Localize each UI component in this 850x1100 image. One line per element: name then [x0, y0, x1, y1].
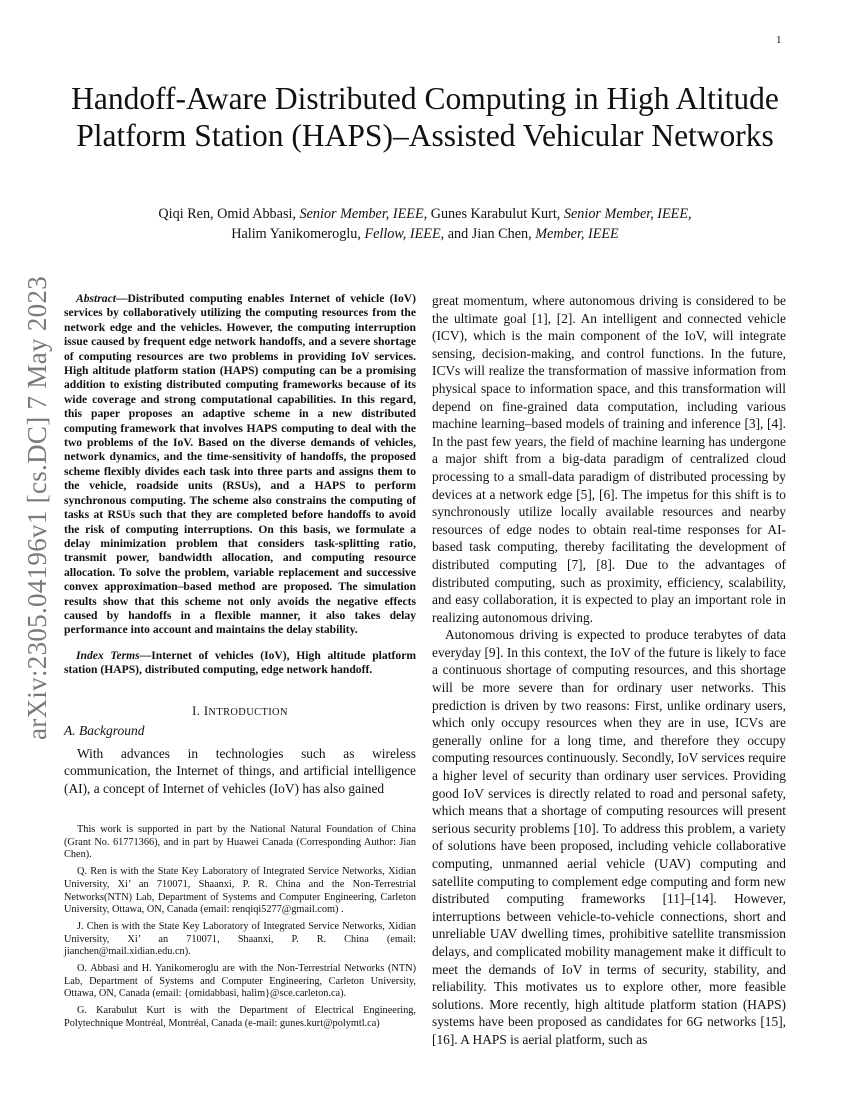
index-terms-label: Index Terms — [76, 648, 140, 662]
body-paragraph: great momentum, where autonomous driving is considered to be the ultimate goal [1], [2]. An intelligent and connected vehicle (ICV), which is the main component of the IoV, will integrate sensing, decision-making, and control functions. In the future, ICVs will realize the transformation of massive information from physical space to information space, and this transformation will depend on fine-grained data computation, including various machine learning–based models of training and inference [3], [4]. In the past few years, the field of machine learning has undergone a major shift from a big-data paradigm of centralized cloud processing to a small-data paradigm of distributed processing by devices at a network edge [5], [6]. The impetus for this shift is to synchronously utilize locally available resources and nearby resources of edge nodes to obtain real-time responses for AI-based task computing, thereby facilitating the development of distributed computing [7], [8]. Due to the advantages of distributed computing, such as proximity, efficiency, scalability, and easy collaboration, it is expected to play an important role in realizing autonomous driving. — [432, 293, 786, 625]
abstract — [64, 292, 416, 638]
author-line: Halim Yanikomeroglu, Fellow, IEEE, and Jian Chen, Member, IEEE — [231, 226, 619, 242]
subsection-heading: A. Background — [64, 722, 145, 738]
paper-title: Handoff-Aware Distributed Computing in High Altitude Platform Station (HAPS)–Assisted Vehicular Networks — [71, 81, 779, 153]
footnotes — [64, 824, 416, 1035]
footnote: G. Karabulut Kurt is with the Department of Electrical Engineering, Polytechnique Montréal, Montréal, Canada (e-mail: gunes.kurt@polymtl.ca) — [64, 1005, 416, 1029]
right-column — [432, 292, 786, 1049]
footnote: Q. Ren is with the State Key Laboratory of Integrated Service Networks, Xidian University, Xi’ an 710071, Shaanxi, P. R. China and the Non-Terrestrial Networks(NTN) Lab, Department of Systems and Computer Engineering, Carleton University, Ottawa, ON, Canada (email: renqiqi5277@gmail.com) . — [64, 866, 416, 916]
body-paragraph: With advances in technologies such as wireless communication, the Internet of things, and artificial intelligence (AI), a concept of Internet of vehicles (IoV) has also gained — [64, 745, 416, 796]
left-column — [64, 292, 416, 797]
footnote: This work is supported in part by the National Natural Foundation of China (Grant No. 61771366), and in part by Huawei Canada (Corresponding Author: Jian Chen). — [64, 824, 416, 861]
footnote: O. Abbasi and H. Yanikomeroglu are with the Non-Terrestrial Networks (NTN) Lab, Department of Systems and Computer Engineering, Carleton University, Ottawa, ON, Canada (email: {omidabbasi, halim}@sce.carleton.ca). — [64, 963, 416, 1000]
body-paragraph: Autonomous driving is expected to produce terabytes of data everyday [9]. In this context, the IoV of the future is likely to face a continuous shortage of computing resources, and this shortage will be more severe than for ordinary user networks. This prediction is driven by two reasons: First, unlike ordinary users, which only occupy resources when they are in use, ICVs are generally online for a long time, and therefore they occupy computing resources continuously. Secondly, IoV services require a higher level of security than ordinary user services. Providing good IoV services is directly related to road and personal safety, which means that a shortage of computing resources will present serious security problems [10]. To address this problem, a variety of solutions have been proposed, including vehicle collaborative computing, unmanned aerial vehicle (UAV) computing and satellite computing to complement edge computing and form new distributed computing frameworks [11]–[14]. However, interruptions between vehicle-to-vehicle connections, short and unreliable UAV dwelling times, prohibitive satellite transmission delays, and complicated mobility management make it difficult to meet the demands of IoV in terms of security, stability, and reliability. This motivates us to explore other, more feasible solutions. More recently, high altitude platform station (HAPS) systems have been proposed as candidates for 6G networks [15], [16]. A HAPS is aerial platform, such as — [432, 627, 786, 1047]
page-number: 1 — [776, 34, 782, 46]
author-line: Qiqi Ren, Omid Abbasi, Senior Member, IEEE, Gunes Karabulut Kurt, Senior Member, IEEE, — [158, 206, 692, 222]
index-terms-text: —Internet of vehicles (IoV), High altitude platform station (HAPS), distributed computing, edge network handoff. — [64, 648, 417, 677]
footnote: J. Chen is with the State Key Laboratory of Integrated Service Networks, Xidian University, Xi’ an 710071, Shaanxi, P. R. China (email: jianchen@mail.xidian.edu.cn). — [64, 920, 416, 958]
abstract-text: —Distributed computing enables Internet of vehicle (IoV) services by collaboratively utilizing the computing resources from the network edge and the vehicles. However, the computing interruption issue caused by frequent edge network handoffs, and a severe shortage of computing resources are two problems in providing IoV services. High altitude platform station (HAPS) computing can be a promising addition to existing distributed computing frameworks because of its wide coverage and strong computational capabilities. In this regard, this paper proposes an adaptive scheme in a new distributed computing framework that involves HAPS computing to deal with the two problems of the IoV. Based on the diverse demands of vehicles, network dynamics, and the time-sensitivity of handoffs, the proposed scheme flexibly divides each task into three parts and assigns them to the vehicle, roadside units (RSUs), and a HAPS to perform synchronous computing. The scheme also constrains the computing of tasks at RSUs such that they are completed before handoffs to avoid the risk of computing interruptions. On this basis, we formulate a delay minimization problem that considers task-splitting ratio, transmit power, bandwidth allocation, and computing resource allocation. To solve the problem, variable replacement and successive convex approximation–based method are proposed. The simulation results show that this scheme not only avoids the negative effects caused by handoffs in a flexible manner, it also takes delay performance into account and maintains the delay stability. — [64, 292, 416, 637]
author-list — [70, 204, 780, 244]
index-terms — [64, 649, 416, 678]
abstract-label: Abstract — [76, 292, 116, 305]
arxiv-identifier: arXiv:2305.04196v1 [cs.DC] 7 May 2023 — [22, 275, 52, 740]
section-heading: I. INTRODUCTION — [192, 703, 288, 718]
